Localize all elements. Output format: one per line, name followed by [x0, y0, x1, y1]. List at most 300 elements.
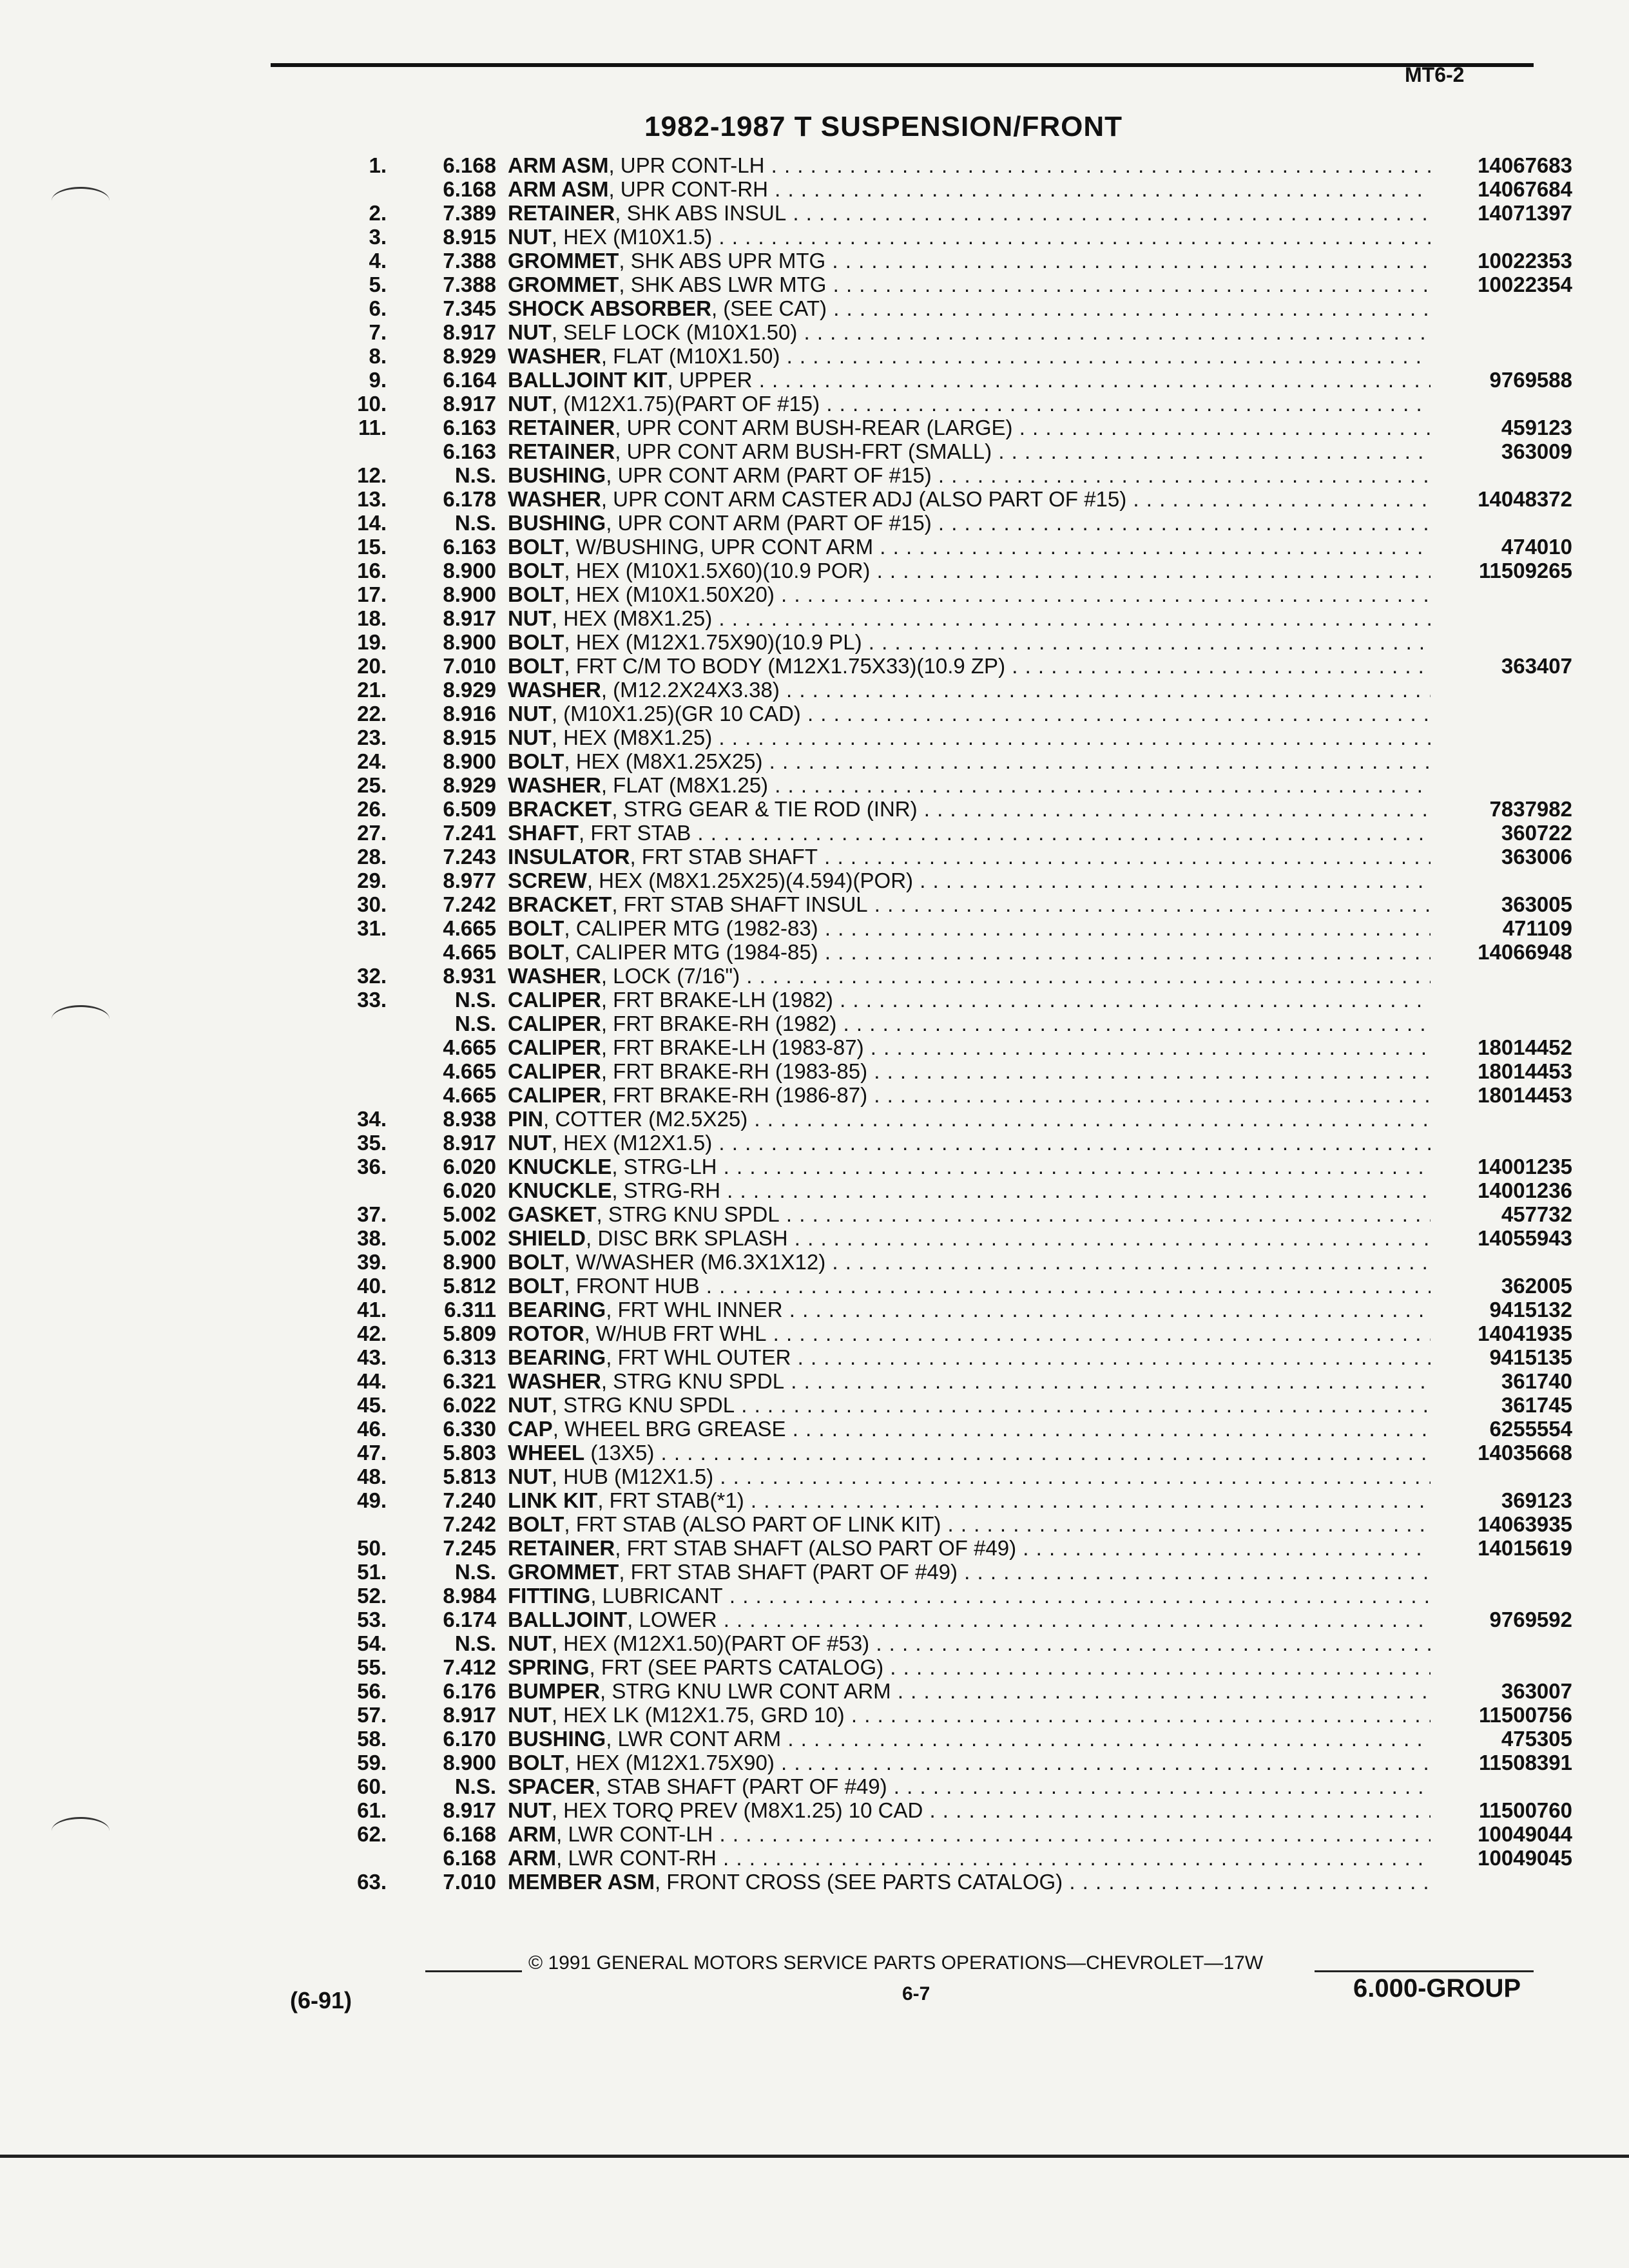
footer-date: (6-91)	[290, 1987, 352, 2013]
part-description	[508, 988, 1431, 1012]
part-description	[508, 559, 1431, 582]
part-name: SHIELD	[508, 1226, 586, 1250]
part-number: 11500756	[1478, 1703, 1572, 1727]
part-detail: , HEX (M12X1.75X90)	[564, 1751, 775, 1774]
part-number: 14067683	[1478, 153, 1572, 177]
group-number: 6.022	[443, 1393, 496, 1417]
part-name: RETAINER	[508, 1536, 615, 1560]
binder-hole-mark	[52, 187, 110, 215]
item-number: 33.	[357, 988, 387, 1012]
part-name: BOLT	[508, 1250, 564, 1274]
part-detail: , LOCK (7/16")	[601, 964, 740, 988]
item-number: 26.	[357, 797, 387, 821]
part-row	[335, 1846, 1572, 1870]
item-number: 60.	[357, 1774, 387, 1798]
page-title: 1982-1987 T SUSPENSION/FRONT	[644, 111, 1123, 142]
part-detail: , LUBRICANT	[590, 1584, 723, 1608]
part-description	[508, 606, 1431, 630]
part-detail: , STRG KNU LWR CONT ARM	[600, 1679, 891, 1703]
part-description	[508, 582, 1431, 606]
part-row	[335, 1393, 1572, 1417]
part-row	[335, 940, 1572, 964]
part-description	[508, 1012, 1431, 1035]
part-name: CALIPER	[508, 1083, 601, 1107]
group-number: 7.010	[443, 654, 496, 678]
part-row	[335, 1298, 1572, 1321]
part-name: WASHER	[508, 964, 601, 988]
group-number: 7.389	[443, 201, 496, 225]
part-row	[335, 1083, 1572, 1107]
part-name: RETAINER	[508, 201, 615, 225]
part-detail: , FLAT (M10X1.50)	[601, 344, 780, 368]
part-name: WASHER	[508, 678, 601, 702]
part-number: 10022353	[1478, 249, 1572, 273]
part-description	[508, 368, 1431, 392]
group-number: 6.330	[443, 1417, 496, 1441]
part-description	[508, 1727, 1431, 1751]
item-number: 34.	[357, 1107, 387, 1131]
part-detail: , COTTER (M2.5X25)	[543, 1107, 748, 1131]
group-number: 7.240	[443, 1488, 496, 1512]
part-name: GROMMET	[508, 273, 619, 296]
part-row	[335, 1155, 1572, 1178]
part-detail: , UPR CONT ARM (PART OF #15)	[606, 511, 932, 535]
part-detail: , HEX (M10X1.50X20)	[564, 582, 775, 606]
item-number: 45.	[357, 1393, 387, 1417]
part-number: 10022354	[1478, 273, 1572, 296]
part-name: BUSHING	[508, 463, 606, 487]
binder-hole-mark	[52, 1005, 110, 1033]
item-number: 15.	[357, 535, 387, 559]
group-number: 8.917	[443, 1703, 496, 1727]
part-detail: , HEX TORQ PREV (M8X1.25) 10 CAD	[551, 1798, 923, 1822]
part-name: ARM	[508, 1822, 557, 1846]
footer-page-number: 6-7	[902, 1983, 930, 2004]
part-name: CALIPER	[508, 1059, 601, 1083]
part-row	[335, 1822, 1572, 1846]
group-number: 5.002	[443, 1226, 496, 1250]
part-number: 14035668	[1478, 1441, 1572, 1465]
part-name: NUT	[508, 726, 552, 749]
item-number: 56.	[357, 1679, 387, 1703]
part-number: 369123	[1501, 1488, 1572, 1512]
part-description	[508, 463, 1431, 487]
part-description	[508, 1226, 1431, 1250]
part-description	[508, 1751, 1431, 1774]
part-detail: , HEX (M8X1.25X25)	[564, 749, 763, 773]
part-detail: , HEX (M8X1.25)	[551, 726, 713, 749]
part-detail: , FRT C/M TO BODY (M12X1.75X33)(10.9 ZP)	[564, 654, 1006, 678]
item-number: 38.	[357, 1226, 387, 1250]
group-number: 8.929	[443, 678, 496, 702]
item-number: 28.	[357, 845, 387, 869]
part-name: SCREW	[508, 869, 587, 892]
part-description	[508, 1107, 1431, 1131]
part-detail: , (M12.2X24X3.38)	[601, 678, 780, 702]
part-description	[508, 1298, 1431, 1321]
group-number: 5.813	[443, 1465, 496, 1488]
part-row	[335, 1703, 1572, 1727]
part-detail: , FRT STAB SHAFT INSUL	[612, 892, 868, 916]
part-name: CALIPER	[508, 1012, 601, 1035]
group-number: 7.412	[443, 1655, 496, 1679]
part-number: 475305	[1501, 1727, 1572, 1751]
part-row	[335, 1441, 1572, 1465]
part-description	[508, 1369, 1431, 1393]
part-row	[335, 153, 1572, 177]
part-description	[508, 1178, 1431, 1202]
part-number: 6255554	[1489, 1417, 1572, 1441]
group-number: 6.168	[443, 153, 496, 177]
part-number: 18014453	[1478, 1083, 1572, 1107]
part-row	[335, 249, 1572, 273]
part-name: CALIPER	[508, 1035, 601, 1059]
group-number: 6.174	[443, 1608, 496, 1631]
part-row	[335, 1345, 1572, 1369]
part-detail: , HEX (M12X1.50)(PART OF #53)	[551, 1631, 870, 1655]
part-row	[335, 1202, 1572, 1226]
part-name: BUMPER	[508, 1679, 601, 1703]
group-number: 6.163	[443, 416, 496, 439]
group-number: 6.509	[443, 797, 496, 821]
part-row	[335, 1059, 1572, 1083]
part-detail: , STAB SHAFT (PART OF #49)	[595, 1774, 887, 1798]
part-number: 9415135	[1489, 1345, 1572, 1369]
part-detail: , (M12X1.75)(PART OF #15)	[551, 392, 820, 416]
part-detail: , SHK ABS INSUL	[615, 201, 787, 225]
part-row	[335, 1012, 1572, 1035]
part-detail: , STRG KNU SPDL	[596, 1202, 780, 1226]
part-description	[508, 1059, 1431, 1083]
group-number: 8.984	[443, 1584, 496, 1608]
part-number: 18014453	[1478, 1059, 1572, 1083]
part-name: NUT	[508, 1631, 552, 1655]
part-detail: , UPR CONT-RH	[608, 177, 768, 201]
part-name: NUT	[508, 320, 552, 344]
part-description	[508, 535, 1431, 559]
part-name: PIN	[508, 1107, 544, 1131]
group-number: 7.345	[443, 296, 496, 320]
group-number: 4.665	[443, 916, 496, 940]
item-number: 37.	[357, 1202, 387, 1226]
group-number: 8.977	[443, 869, 496, 892]
group-number: N.S.	[454, 1774, 496, 1798]
part-description	[508, 1250, 1431, 1274]
part-name: SHAFT	[508, 821, 579, 845]
part-name: NUT	[508, 606, 552, 630]
item-number: 50.	[357, 1536, 387, 1560]
part-number: 14071397	[1478, 201, 1572, 225]
group-number: N.S.	[454, 463, 496, 487]
part-name: BOLT	[508, 582, 564, 606]
part-row	[335, 559, 1572, 582]
part-row	[335, 439, 1572, 463]
part-row	[335, 630, 1572, 654]
part-detail: , UPR CONT ARM (PART OF #15)	[606, 463, 932, 487]
part-row	[335, 702, 1572, 726]
item-number: 53.	[357, 1608, 387, 1631]
item-number: 8.	[369, 344, 387, 368]
part-detail: , FRT BRAKE-RH (1986-87)	[601, 1083, 868, 1107]
part-number: 459123	[1501, 416, 1572, 439]
part-name: LINK KIT	[508, 1488, 598, 1512]
part-description	[508, 773, 1431, 797]
part-detail: , STRG KNU SPDL	[601, 1369, 785, 1393]
item-number: 21.	[357, 678, 387, 702]
part-row	[335, 1417, 1572, 1441]
part-description	[508, 678, 1431, 702]
group-number: N.S.	[454, 511, 496, 535]
part-description	[508, 1083, 1431, 1107]
part-description	[508, 1584, 1431, 1608]
part-name: CAP	[508, 1417, 553, 1441]
part-description	[508, 630, 1431, 654]
item-number: 43.	[357, 1345, 387, 1369]
part-description	[508, 249, 1431, 273]
part-name: BOLT	[508, 535, 564, 559]
item-number: 22.	[357, 702, 387, 726]
part-detail: , STRG-LH	[612, 1155, 717, 1178]
part-row	[335, 1035, 1572, 1059]
part-name: BALLJOINT	[508, 1608, 628, 1631]
group-number: 6.020	[443, 1155, 496, 1178]
part-detail: , FRT BRAKE-RH (1983-85)	[601, 1059, 868, 1083]
part-detail: , LWR CONT ARM	[606, 1727, 782, 1751]
part-detail: , HEX LK (M12X1.75, GRD 10)	[551, 1703, 845, 1727]
group-number: 6.163	[443, 535, 496, 559]
part-name: SPACER	[508, 1774, 595, 1798]
group-number: 8.917	[443, 1131, 496, 1155]
part-row	[335, 1631, 1572, 1655]
part-row	[335, 1107, 1572, 1131]
part-description	[508, 1202, 1431, 1226]
group-number: 8.915	[443, 726, 496, 749]
part-row	[335, 916, 1572, 940]
part-row	[335, 535, 1572, 559]
part-description	[508, 1798, 1431, 1822]
item-number: 36.	[357, 1155, 387, 1178]
group-number: 5.002	[443, 1202, 496, 1226]
part-row	[335, 1608, 1572, 1631]
item-number: 46.	[357, 1417, 387, 1441]
part-number: 10049044	[1478, 1822, 1572, 1846]
part-name: ARM ASM	[508, 153, 609, 177]
part-number: 362005	[1501, 1274, 1572, 1298]
part-number: 363009	[1501, 439, 1572, 463]
part-description	[508, 1393, 1431, 1417]
part-number: 18014452	[1478, 1035, 1572, 1059]
item-number: 31.	[357, 916, 387, 940]
part-description	[508, 940, 1431, 964]
group-number: 5.809	[443, 1321, 496, 1345]
part-detail: , FRONT CROSS (SEE PARTS CATALOG)	[654, 1870, 1063, 1894]
part-row	[335, 892, 1572, 916]
group-number: 7.388	[443, 273, 496, 296]
part-detail: , FRT BRAKE-LH (1982)	[601, 988, 833, 1012]
part-row	[335, 821, 1572, 845]
part-detail: , LWR CONT-LH	[556, 1822, 713, 1846]
group-number: 8.929	[443, 344, 496, 368]
part-number: 457732	[1501, 1202, 1572, 1226]
item-number: 30.	[357, 892, 387, 916]
group-number: 6.178	[443, 487, 496, 511]
part-description	[508, 225, 1431, 249]
part-detail: , FRT STAB SHAFT	[630, 845, 818, 869]
part-name: BEARING	[508, 1345, 606, 1369]
part-row	[335, 1369, 1572, 1393]
part-description	[508, 320, 1431, 344]
item-number: 51.	[357, 1560, 387, 1584]
part-row	[335, 1226, 1572, 1250]
parts-list	[335, 153, 1572, 1894]
part-name: ARM	[508, 1846, 557, 1870]
item-number: 47.	[357, 1441, 387, 1465]
group-number: 7.388	[443, 249, 496, 273]
item-number: 63.	[357, 1870, 387, 1894]
part-number: 9415132	[1489, 1298, 1572, 1321]
item-number: 13.	[357, 487, 387, 511]
part-description	[508, 892, 1431, 916]
group-number: 5.803	[443, 1441, 496, 1465]
part-row	[335, 177, 1572, 201]
part-description	[508, 1536, 1431, 1560]
part-name: BOLT	[508, 916, 564, 940]
part-detail: , LOWER	[627, 1608, 717, 1631]
part-row	[335, 201, 1572, 225]
part-description	[508, 1131, 1431, 1155]
item-number: 7.	[369, 320, 387, 344]
part-detail: , HEX (M10X1.5)	[551, 225, 713, 249]
part-row	[335, 320, 1572, 344]
part-number: 361740	[1501, 1369, 1572, 1393]
part-detail: , FRT BRAKE-LH (1983-87)	[601, 1035, 864, 1059]
part-description	[508, 487, 1431, 511]
part-number: 363006	[1501, 845, 1572, 869]
part-row	[335, 1512, 1572, 1536]
part-row	[335, 1488, 1572, 1512]
part-row	[335, 964, 1572, 988]
part-description	[508, 1345, 1431, 1369]
part-name: GASKET	[508, 1202, 597, 1226]
part-row	[335, 1679, 1572, 1703]
group-number: 4.665	[443, 940, 496, 964]
part-row	[335, 606, 1572, 630]
group-number: 4.665	[443, 1059, 496, 1083]
item-number: 35.	[357, 1131, 387, 1155]
part-row	[335, 582, 1572, 606]
part-description	[508, 1488, 1431, 1512]
part-name: BOLT	[508, 1751, 564, 1774]
item-number: 11.	[358, 416, 387, 439]
part-name: KNUCKLE	[508, 1155, 612, 1178]
part-description	[508, 1465, 1431, 1488]
part-detail: , LWR CONT-RH	[556, 1846, 717, 1870]
part-detail: , FRT (SEE PARTS CATALOG)	[589, 1655, 884, 1679]
part-detail: (13X5)	[584, 1441, 655, 1465]
group-number: 6.163	[443, 439, 496, 463]
part-detail: , FRT STAB	[579, 821, 691, 845]
part-name: NUT	[508, 225, 552, 249]
part-number: 14015619	[1478, 1536, 1572, 1560]
part-description	[508, 511, 1431, 535]
item-number: 9.	[369, 368, 387, 392]
part-name: ARM ASM	[508, 177, 609, 201]
part-row	[335, 1274, 1572, 1298]
part-description	[508, 344, 1431, 368]
part-detail: , UPR CONT ARM BUSH-FRT (SMALL)	[615, 439, 992, 463]
part-name: NUT	[508, 702, 552, 726]
part-name: SHOCK ABSORBER	[508, 296, 711, 320]
part-detail: , SHK ABS LWR MTG	[619, 273, 827, 296]
part-detail: , FRT STAB(*1)	[597, 1488, 744, 1512]
part-number: 363407	[1501, 654, 1572, 678]
part-detail: , SHK ABS UPR MTG	[619, 249, 826, 273]
group-number: 7.242	[443, 1512, 496, 1536]
part-description	[508, 702, 1431, 726]
part-detail: , CALIPER MTG (1984-85)	[564, 940, 818, 964]
part-row	[335, 1250, 1572, 1274]
item-number: 61.	[357, 1798, 387, 1822]
part-name: NUT	[508, 392, 552, 416]
part-number: 14055943	[1478, 1226, 1572, 1250]
item-number: 29.	[357, 869, 387, 892]
part-name: GROMMET	[508, 1560, 619, 1584]
footer-copyright: © 1991 GENERAL MOTORS SERVICE PARTS OPERATIONS—CHEVROLET—17W	[528, 1952, 1264, 1974]
part-description	[508, 1417, 1431, 1441]
group-number: N.S.	[454, 988, 496, 1012]
part-row	[335, 654, 1572, 678]
part-detail: , FRT STAB (ALSO PART OF LINK KIT)	[564, 1512, 941, 1536]
part-detail: , W/BUSHING, UPR CONT ARM	[564, 535, 874, 559]
item-number: 17.	[357, 582, 387, 606]
part-row	[335, 273, 1572, 296]
part-name: BOLT	[508, 940, 564, 964]
part-detail: , FRT WHL OUTER	[606, 1345, 791, 1369]
group-number: 8.900	[443, 1751, 496, 1774]
part-number: 360722	[1501, 821, 1572, 845]
item-number: 6.	[369, 296, 387, 320]
part-row	[335, 988, 1572, 1012]
part-row	[335, 773, 1572, 797]
part-detail: , HEX (M8X1.25)	[551, 606, 713, 630]
group-number: 8.900	[443, 559, 496, 582]
group-number: 6.164	[443, 368, 496, 392]
item-number: 49.	[357, 1488, 387, 1512]
item-number: 44.	[357, 1369, 387, 1393]
item-number: 3.	[369, 225, 387, 249]
part-name: GROMMET	[508, 249, 619, 273]
part-row	[335, 225, 1572, 249]
part-description	[508, 1035, 1431, 1059]
part-description	[508, 273, 1431, 296]
footer-rule-left	[425, 1970, 522, 1972]
item-number: 62.	[357, 1822, 387, 1846]
part-row	[335, 368, 1572, 392]
item-number: 2.	[369, 201, 387, 225]
part-number: 14066948	[1478, 940, 1572, 964]
group-number: 5.812	[443, 1274, 496, 1298]
part-number: 10049045	[1478, 1846, 1572, 1870]
item-number: 5.	[369, 273, 387, 296]
part-row	[335, 1584, 1572, 1608]
part-detail: , UPR CONT ARM BUSH-REAR (LARGE)	[615, 416, 1013, 439]
footer-rule-right	[1315, 1970, 1534, 1972]
part-name: BUSHING	[508, 511, 606, 535]
part-number: 14001235	[1478, 1155, 1572, 1178]
group-number: 8.917	[443, 392, 496, 416]
group-number: 8.900	[443, 582, 496, 606]
item-number: 58.	[357, 1727, 387, 1751]
